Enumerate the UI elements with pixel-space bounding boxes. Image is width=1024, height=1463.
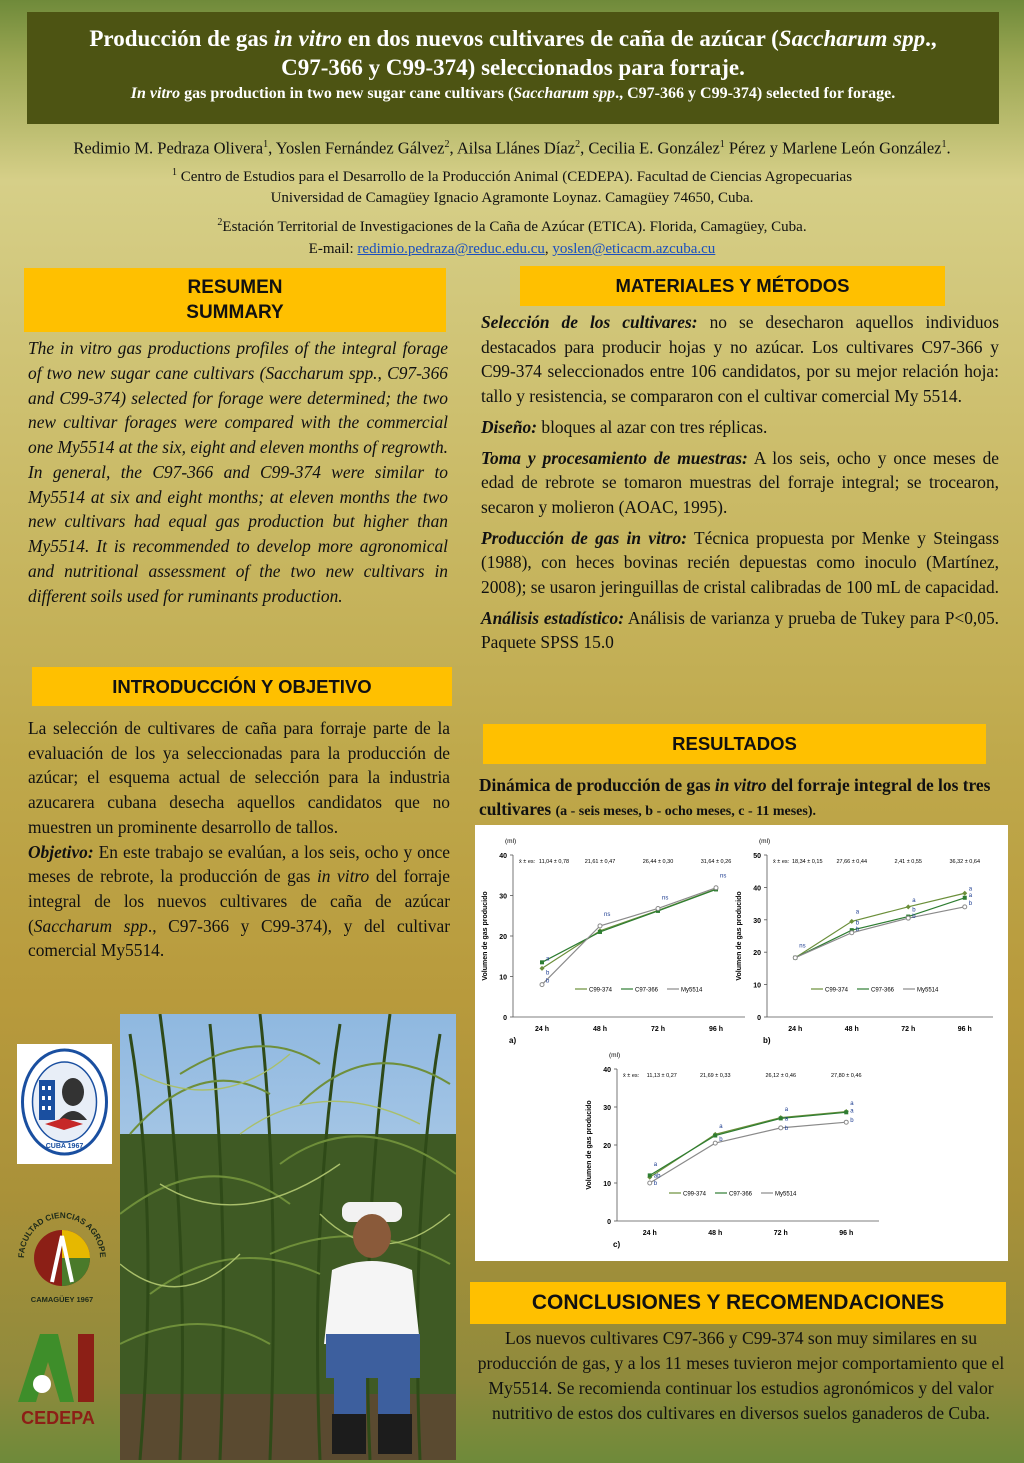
title-italic: Saccharum spp: [778, 26, 926, 51]
authors-block: [0, 134, 1024, 261]
title-en-text: gas production in two new sugar cane cultivars (: [180, 85, 514, 102]
stats-value: 26,44 ± 0,30: [642, 859, 674, 865]
method-label: Toma y procesamiento de muestras:: [481, 447, 748, 468]
y-tick-label: 30: [499, 893, 507, 901]
objective-text: del forraje integral de los nuevos cultivares de caña de azúcar (: [28, 866, 450, 936]
title-italic: in vitro: [273, 26, 342, 51]
conclusions-text: Los nuevos cultivares C97-366 y C99-374 son muy similares en su producción de gas, y a los 11 meses tuvieron mejor comportamiento que el My5514. Se recomienda continuar los estudios agronómicos y del valor nutritivo de estos dos cultivares en diversos suelos ganaderos de Cuba.: [477, 1328, 1005, 1423]
y-tick-label: 20: [499, 934, 507, 941]
title-line-2: C97-366 y C99-374) seleccionados para forraje.: [281, 55, 745, 80]
data-point: [844, 1120, 848, 1124]
legend-label: My5514: [775, 1191, 797, 1198]
panel-label: b): [763, 1036, 771, 1045]
significance-letter: a: [784, 1116, 789, 1123]
affiliation-1-line-2: Universidad de Camagüey Ignacio Agramonte Loynaz. Camagüey 74650, Cuba.: [270, 190, 754, 206]
title-line-1: [27, 24, 999, 53]
y-tick-label: 10: [499, 974, 507, 982]
cedepa-wordmark: CEDEPA: [21, 1408, 95, 1428]
significance-letter: b: [784, 1125, 789, 1132]
data-point: [962, 891, 967, 896]
data-point: [906, 904, 911, 909]
x-tick-label: 96 h: [839, 1230, 854, 1237]
faculty-year: CAMAGÜEY 1967: [30, 1295, 94, 1304]
significance-letter: ns: [662, 895, 669, 902]
method-sampling: [481, 446, 999, 520]
conclusions-heading: CONCLUSIONES Y RECOMENDACIONES: [470, 1282, 1006, 1324]
significance-letter: a: [850, 1108, 854, 1115]
results-heading: RESULTADOS: [483, 724, 986, 764]
author-sup: 2: [575, 139, 581, 150]
x-tick-label: 48 h: [844, 1026, 859, 1033]
legend-label: C99-374: [825, 987, 849, 994]
intro-paragraph: La selección de cultivares de caña para forraje parte de la evaluación de los ya seleccionadas para la producción de azúcar; el esquema actual de selección para la industria azucarera cubana desecha aquellos candidatos que no muestren un prominente desarrollo de tallos.: [28, 718, 450, 837]
method-selection: [481, 310, 999, 409]
email-link-2[interactable]: yoslen@eticacm.azcuba.cu: [552, 241, 716, 257]
poster-title-banner: [27, 12, 999, 124]
author-name: .: [946, 138, 951, 158]
summary-text: The in vitro gas productions profiles of the integral forage of two new sugar cane cultivars (Saccharum spp., C97-366 and C99-374) selected for forage were determined; the two new cultivar forages were compared with the commercial one My5514 at the six, eight and eleven months of regrowth. In general, the C97-366 and C99-374 were similar to My5514 at six and eight months; at eleven months the two new cultivars had equal gas production but higher than My5514. It is recommended to develop more agronomical and nutritional assessment of the two new cultivars in different soils used for ruminants production.: [28, 338, 448, 606]
legend-label: My5514: [917, 987, 939, 994]
x-tick-label: 24 h: [788, 1026, 803, 1033]
y-tick-label: 20: [753, 950, 761, 958]
method-statistics: [481, 606, 999, 655]
stats-value: 36,32 ± 0,64: [949, 859, 981, 865]
legend-label: C97-366: [635, 987, 659, 994]
x-tick-label: 24 h: [534, 1026, 550, 1033]
x-tick-label: 48 h: [708, 1230, 723, 1237]
objective-italic: in vitro: [316, 866, 370, 887]
stats-value: 11,04 ± 0,78: [538, 859, 570, 865]
method-text: bloques al azar con tres réplicas.: [537, 416, 768, 437]
stats-value: 26,12 ± 0,46: [765, 1073, 797, 1079]
legend-label: C99-374: [589, 987, 613, 994]
univ-year: CUBA 1967: [45, 1143, 84, 1150]
author-name: , Yoslen Fernández Gálvez: [268, 138, 445, 158]
intro-heading: INTRODUCCIÓN Y OBJETIVO: [32, 667, 452, 706]
series-line-my5514: [650, 1122, 847, 1183]
data-point: [598, 924, 602, 928]
y-tick-label: 40: [499, 853, 507, 860]
data-point: [963, 905, 967, 909]
faculty-ring-text: FACULTAD CIENCIAS AGROPE: [16, 1210, 108, 1259]
y-axis-title: Volumen de gas producido: [482, 891, 489, 981]
title-en-text: ., C97-366 y C99-374) selected for forage.: [615, 85, 896, 102]
y-tick-label: 10: [603, 1181, 611, 1188]
intro-body: [28, 716, 450, 963]
legend-label: C97-366: [871, 987, 895, 994]
author-sup: 1: [263, 139, 269, 150]
y-tick-label: 50: [753, 853, 761, 860]
author-sup: 2: [444, 139, 450, 150]
method-label: Producción de gas in vitro:: [481, 527, 687, 548]
objective-label: Objetivo:: [28, 841, 94, 862]
email-sep: ,: [544, 241, 553, 257]
method-label: Análisis estadístico:: [481, 607, 625, 628]
stats-value: 21,69 ± 0,33: [699, 1073, 731, 1079]
aff-text: Centro de Estudios para el Desarrollo de la Producción Animal (CEDEPA). Facultad de Ciencias Agropecuarias: [176, 168, 853, 185]
significance-letter: b: [912, 914, 916, 921]
method-label: Diseño:: [481, 416, 538, 437]
x-tick-label: 72 h: [901, 1026, 916, 1033]
panel-label: a): [509, 1036, 517, 1045]
significance-letter: ns: [720, 873, 727, 880]
methods-heading: MATERIALES Y MÉTODOS: [520, 266, 945, 306]
y-tick-label: 10: [753, 982, 761, 990]
stats-value: 21,61 ± 0,47: [584, 859, 616, 865]
author-sup: 1: [719, 139, 725, 150]
series-line-c99-374: [542, 889, 716, 968]
data-point: [779, 1116, 783, 1120]
method-text: no se desecharon aquellos individuos destacados para producir hojas y no azúcar. Los cultivares C97-366 y C99-374 seleccionados entre 106 candidatos, por su mejor relación hoja: tallo y resistencia, se compararon con el cultivar comercial My 5514.: [481, 312, 999, 407]
series-line-my5514: [542, 888, 716, 985]
panel-label: c): [613, 1240, 621, 1249]
y-tick-label: 0: [503, 1015, 507, 1022]
author-name: , Cecilia E. González: [580, 138, 720, 158]
title-en-italic: In vitro: [130, 85, 181, 102]
objective-text: En este trabajo se evalúan, a los seis, ocho y once meses de rebrote, la producción de gas: [28, 841, 450, 887]
objective-paragraph: [28, 840, 450, 964]
y-axis-title: Volumen de gas producido: [736, 891, 743, 981]
data-point: [713, 1134, 717, 1138]
aff-sup: 2: [217, 216, 223, 228]
objective-text: ., C97-366 y C99-374), y del cultivar comercial My5514.: [28, 915, 451, 961]
x-tick-label: 96 h: [708, 1026, 724, 1033]
y-tick-label: 40: [603, 1067, 611, 1074]
stats-prefix: x̄ ± es:: [623, 1073, 640, 1079]
series-line-c97-366: [795, 898, 965, 958]
significance-letter: a: [968, 893, 973, 900]
significance-letter: a: [850, 1101, 854, 1108]
data-point: [648, 1173, 652, 1177]
data-point: [714, 886, 718, 890]
significance-letter: b: [968, 901, 973, 908]
email-line: [0, 239, 1024, 261]
author-name: Redimio M. Pedraza Olivera: [73, 138, 264, 158]
y-tick-label: 30: [753, 917, 761, 925]
title-text: en dos nuevos cultivares de caña de azúcar (: [341, 26, 779, 51]
cedepa-mark-icon: [12, 1330, 104, 1430]
aff-sup: 1: [171, 166, 177, 178]
stats-value: 27,66 ± 0,44: [836, 859, 868, 865]
y-axis-title: Volumen de gas producido: [586, 1100, 593, 1190]
data-point: [713, 1141, 717, 1145]
university-seal-icon: [17, 1044, 112, 1164]
author-list: [0, 134, 1024, 160]
data-point: [963, 896, 967, 900]
data-point: [906, 916, 910, 920]
y-tick-label: 20: [603, 1143, 611, 1150]
significance-letter: b: [546, 978, 550, 985]
significance-letter: a: [855, 909, 860, 916]
email-link-1[interactable]: redimio.pedraza@reduc.edu.cu: [357, 241, 545, 257]
y-unit-label: (ml): [505, 838, 517, 845]
author-name: , Ailsa Llánes Díaz: [449, 138, 576, 158]
y-unit-label: (ml): [609, 1052, 621, 1059]
data-point: [648, 1181, 652, 1185]
author-name: Pérez y Marlene León González: [724, 138, 942, 158]
caption-note: (a - seis meses, b - ocho meses, c - 11 meses).: [555, 804, 816, 819]
x-tick-label: 72 h: [650, 1026, 666, 1033]
stats-value: 11,13 ± 0,27: [646, 1073, 677, 1079]
data-point: [540, 960, 544, 964]
stats-prefix: x̄ ± es:: [519, 859, 536, 865]
data-point: [793, 956, 797, 960]
y-tick-label: 30: [603, 1105, 611, 1112]
significance-letter: b: [719, 1137, 723, 1144]
stats-value: 31,64 ± 0,26: [700, 859, 732, 865]
x-tick-label: 72 h: [773, 1230, 788, 1237]
faculty-seal-icon: [12, 1198, 112, 1310]
y-unit-label: (ml): [759, 838, 771, 845]
significance-letter: b: [850, 1118, 854, 1125]
data-point: [598, 930, 602, 934]
significance-letter: b: [912, 907, 916, 914]
title-en-italic: Saccharum spp: [513, 85, 616, 102]
method-text: Técnica propuesta por Menke y Steingass (1988), con heces bovinas recién depuestas como inoculo (Martínez, 2008); se usaron jeringuillas de cristal calibradas de 100 mL de capacidad.: [481, 527, 999, 598]
title-english: [27, 82, 999, 106]
author-sup: 1: [941, 139, 947, 150]
summary-heading-en: SUMMARY: [186, 302, 284, 323]
significance-letter: a: [653, 1161, 658, 1168]
data-point: [850, 931, 854, 935]
method-label: Selección de los cultivares:: [481, 312, 698, 332]
results-caption: [479, 773, 999, 824]
objective-italic: Saccharum spp: [33, 915, 148, 936]
sugarcane-photo-image: [120, 1014, 456, 1460]
x-tick-label: 96 h: [957, 1026, 972, 1033]
data-point: [540, 983, 544, 987]
significance-letter: b: [653, 1180, 658, 1187]
method-design: [481, 415, 999, 440]
caption-italic: in vitro: [714, 775, 767, 795]
stats-value: 2,41 ± 0,55: [894, 859, 922, 865]
significance-letter: a: [784, 1106, 789, 1113]
series-line-c99-374: [650, 1112, 847, 1178]
methods-body: [481, 310, 999, 661]
faculty-logo: [12, 1198, 112, 1310]
legend-label: C99-374: [683, 1191, 707, 1198]
caption-text: Dinámica de producción de gas: [479, 775, 715, 795]
email-label: E-mail:: [308, 241, 358, 257]
method-gas-production: [481, 526, 999, 600]
x-tick-label: 48 h: [592, 1026, 608, 1033]
method-text: Análisis de varianza y prueba de Tukey para P<0,05. Paquete SPSS 15.0: [481, 607, 999, 653]
significance-letter: a: [968, 886, 973, 893]
y-tick-label: 0: [757, 1015, 761, 1022]
gas-production-charts: [475, 825, 1008, 1261]
summary-heading: [24, 268, 446, 332]
significance-letter: b: [546, 970, 550, 977]
x-tick-label: 24 h: [642, 1230, 657, 1237]
significance-letter: a: [719, 1123, 723, 1130]
results-charts-panel: [475, 825, 1008, 1261]
y-tick-label: 0: [607, 1219, 611, 1226]
stats-value: 27,80 ± 0,46: [830, 1073, 862, 1079]
summary-heading-es: RESUMEN: [187, 277, 283, 298]
aff-text: Estación Territorial de Investigaciones de la Caña de Azúcar (ETICA). Florida, Camagüey, Cuba.: [222, 218, 807, 235]
significance-letter: b: [855, 927, 860, 934]
significance-letter: ab: [653, 1173, 661, 1180]
significance-letter: ns: [604, 911, 611, 918]
sugarcane-field-photo: [120, 1014, 456, 1460]
affiliation-1: [0, 162, 1024, 189]
stats-prefix: x̄ ± es:: [773, 859, 790, 865]
legend-label: My5514: [681, 987, 703, 994]
affiliation-2: [0, 212, 1024, 239]
university-logo: [17, 1044, 112, 1164]
data-point: [656, 906, 660, 910]
data-point: [779, 1126, 783, 1130]
y-tick-label: 40: [753, 885, 761, 893]
method-text: A los seis, ocho y once meses de edad de rebrote se tomaron muestras del forraje integral; se trocearon, secaron y molieron (AOAC, 1995).: [481, 447, 999, 517]
title-text: Producción de gas: [89, 26, 274, 51]
significance-letter: a: [546, 956, 550, 963]
significance-letter: a: [912, 897, 916, 904]
significance-letter: ns: [799, 943, 806, 950]
significance-letter: b: [855, 920, 860, 927]
title-text: .,: [925, 26, 937, 51]
series-line-c97-366: [650, 1112, 847, 1175]
legend-label: C97-366: [729, 1191, 753, 1198]
cedepa-logo: [12, 1330, 104, 1430]
stats-value: 18,34 ± 0,15: [791, 859, 823, 865]
caption-text: del forraje integral de los tres cultivares: [479, 775, 991, 819]
data-point: [844, 1110, 848, 1114]
